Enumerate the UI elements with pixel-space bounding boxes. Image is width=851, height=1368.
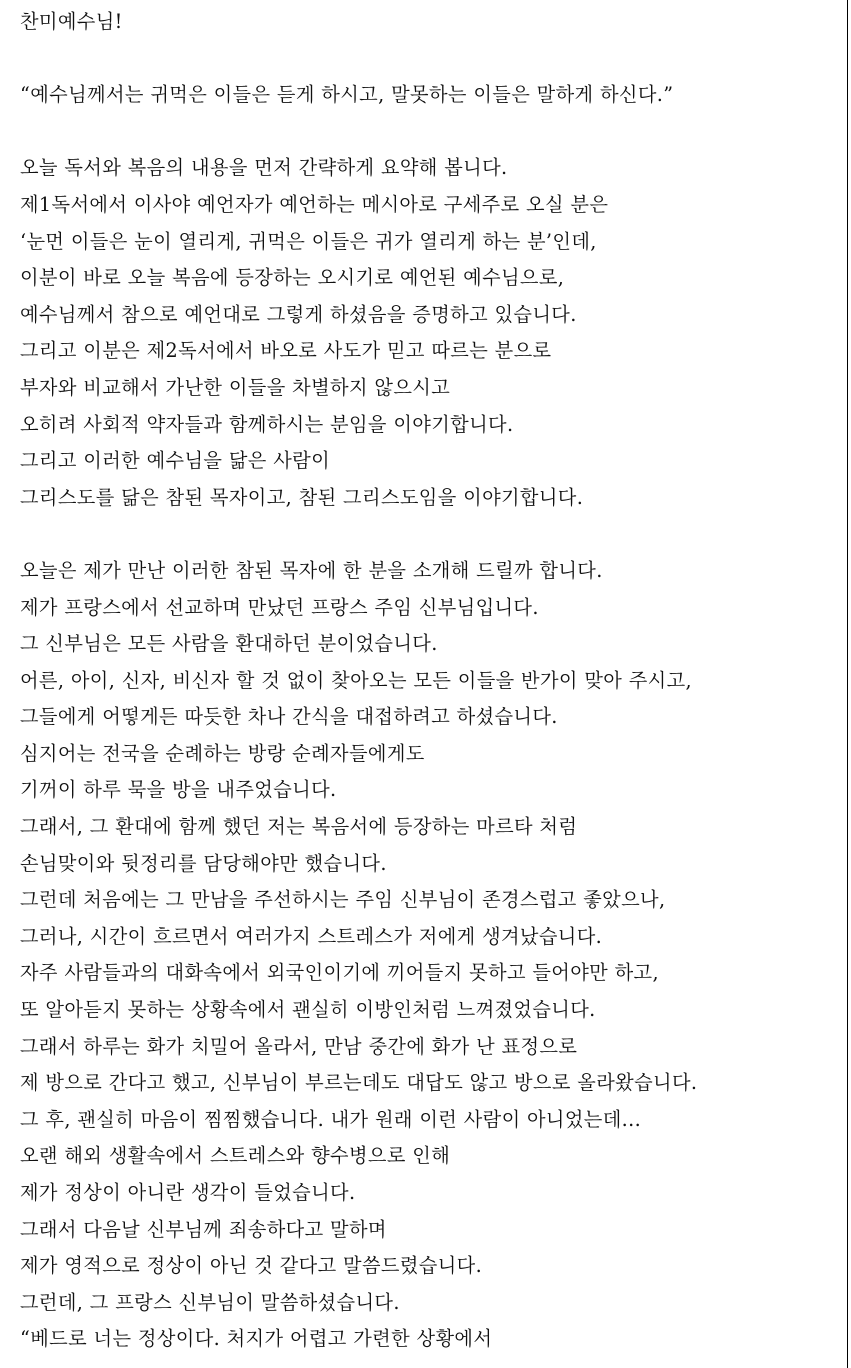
text-line: 그 신부님은 모든 사람을 환대하던 분이었습니다.: [20, 632, 438, 656]
text-line: 그래서 하루는 화가 치밀어 올라서, 만남 중간에 화가 난 표정으로: [20, 1034, 578, 1058]
text-line: ‘눈먼 이들은 눈이 열리게, 귀먹은 이들은 귀가 열리게 하는 분’인데,: [20, 229, 597, 253]
text-line: 그리스도를 닮은 참된 목자이고, 참된 그리스도임을 이야기합니다.: [20, 485, 584, 509]
text-line: 부자와 비교해서 가난한 이들을 차별하지 않으시고: [20, 375, 451, 399]
text-line: 제 방으로 간다고 했고, 신부님이 부르는데도 대답도 않고 방으로 올라왔습니다.: [20, 1071, 698, 1095]
text-line: 그러나, 시간이 흐르면서 여러가지 스트레스가 저에게 생겨났습니다.: [20, 924, 603, 948]
text-line: 그들에게 어떻게든 따듯한 차나 간식을 대접하려고 하셨습니다.: [20, 705, 558, 729]
text-line: 그 후, 괜실히 마음이 찜찜했습니다. 내가 원래 이런 사람이 아니었는데...: [20, 1107, 642, 1131]
paragraph-summary: [20, 150, 846, 516]
text-line: 오히려 사회적 약자들과 함께하시는 분임을 이야기합니다.: [20, 412, 514, 436]
text-line: 제1독서에서 이사야 예언자가 예언하는 메시아로 구세주로 오실 분은: [20, 192, 609, 216]
blank-line: [20, 41, 846, 78]
text-line: 어른, 아이, 신자, 비신자 할 것 없이 찾아오는 모든 이들을 반가이 맞아 주시고,: [20, 668, 693, 692]
text-line: 그리고 이분은 제2독서에서 바오로 사도가 믿고 따르는 분으로: [20, 339, 552, 363]
text-line: 그런데 처음에는 그 만남을 주선하시는 주임 신부님이 존경스럽고 좋았으나,: [20, 888, 666, 912]
greeting-line: 찬미예수님!: [20, 10, 123, 33]
text-line: 심지어는 전국을 순례하는 방랑 순례자들에게도: [20, 741, 425, 765]
text-line: 제가 프랑스에서 선교하며 만났던 프랑스 주임 신부님입니다.: [20, 595, 539, 619]
blank-line: [20, 516, 846, 553]
text-line: 또 알아듣지 못하는 상황속에서 괜실히 이방인처럼 느껴졌었습니다.: [20, 998, 596, 1022]
text-line: “베드로 너는 정상이다. 처지가 어렵고 가련한 상황에서: [20, 1327, 493, 1351]
text-line: 예수님께서 참으로 예언대로 그렇게 하셨음을 증명하고 있습니다.: [20, 302, 577, 326]
document-text: [20, 4, 846, 1358]
text-line: 그리고 이러한 예수님을 닮은 사람이: [20, 449, 331, 473]
blank-line: [20, 114, 846, 151]
text-line: 오늘은 제가 만난 이러한 참된 목자에 한 분을 소개해 드릴까 합니다.: [20, 558, 603, 582]
text-line: 그래서 다음날 신부님께 죄송하다고 말하며: [20, 1217, 387, 1241]
scripture-quote: “예수님께서는 귀먹은 이들은 듣게 하시고, 말못하는 이들은 말하게 하신다.”: [20, 83, 674, 107]
text-line: 이분이 바로 오늘 복음에 등장하는 오시기로 예언된 예수님으로,: [20, 266, 565, 290]
text-line: 제가 정상이 아니란 생각이 들었습니다.: [20, 1181, 356, 1204]
text-line: 그래서, 그 환대에 함께 했던 저는 복음서에 등장하는 마르타 처럼: [20, 815, 578, 839]
paragraph-story: [20, 553, 846, 1358]
text-line: 그런데, 그 프랑스 신부님이 말씀하셨습니다.: [20, 1290, 400, 1314]
text-line: 오늘 독서와 복음의 내용을 먼저 간략하게 요약해 봅니다.: [20, 156, 508, 180]
text-line: 자주 사람들과의 대화속에서 외국인이기에 끼어들지 못하고 들어야만 하고,: [20, 961, 659, 985]
text-line: 기꺼이 하루 묵을 방을 내주었습니다.: [20, 778, 337, 802]
text-line: 오랜 해외 생활속에서 스트레스와 향수병으로 인해: [20, 1144, 451, 1168]
text-line: 손님맞이와 뒷정리를 담당해야만 했습니다.: [20, 851, 387, 875]
text-line: 제가 영적으로 정상이 아닌 것 같다고 말씀드렸습니다.: [20, 1254, 483, 1278]
